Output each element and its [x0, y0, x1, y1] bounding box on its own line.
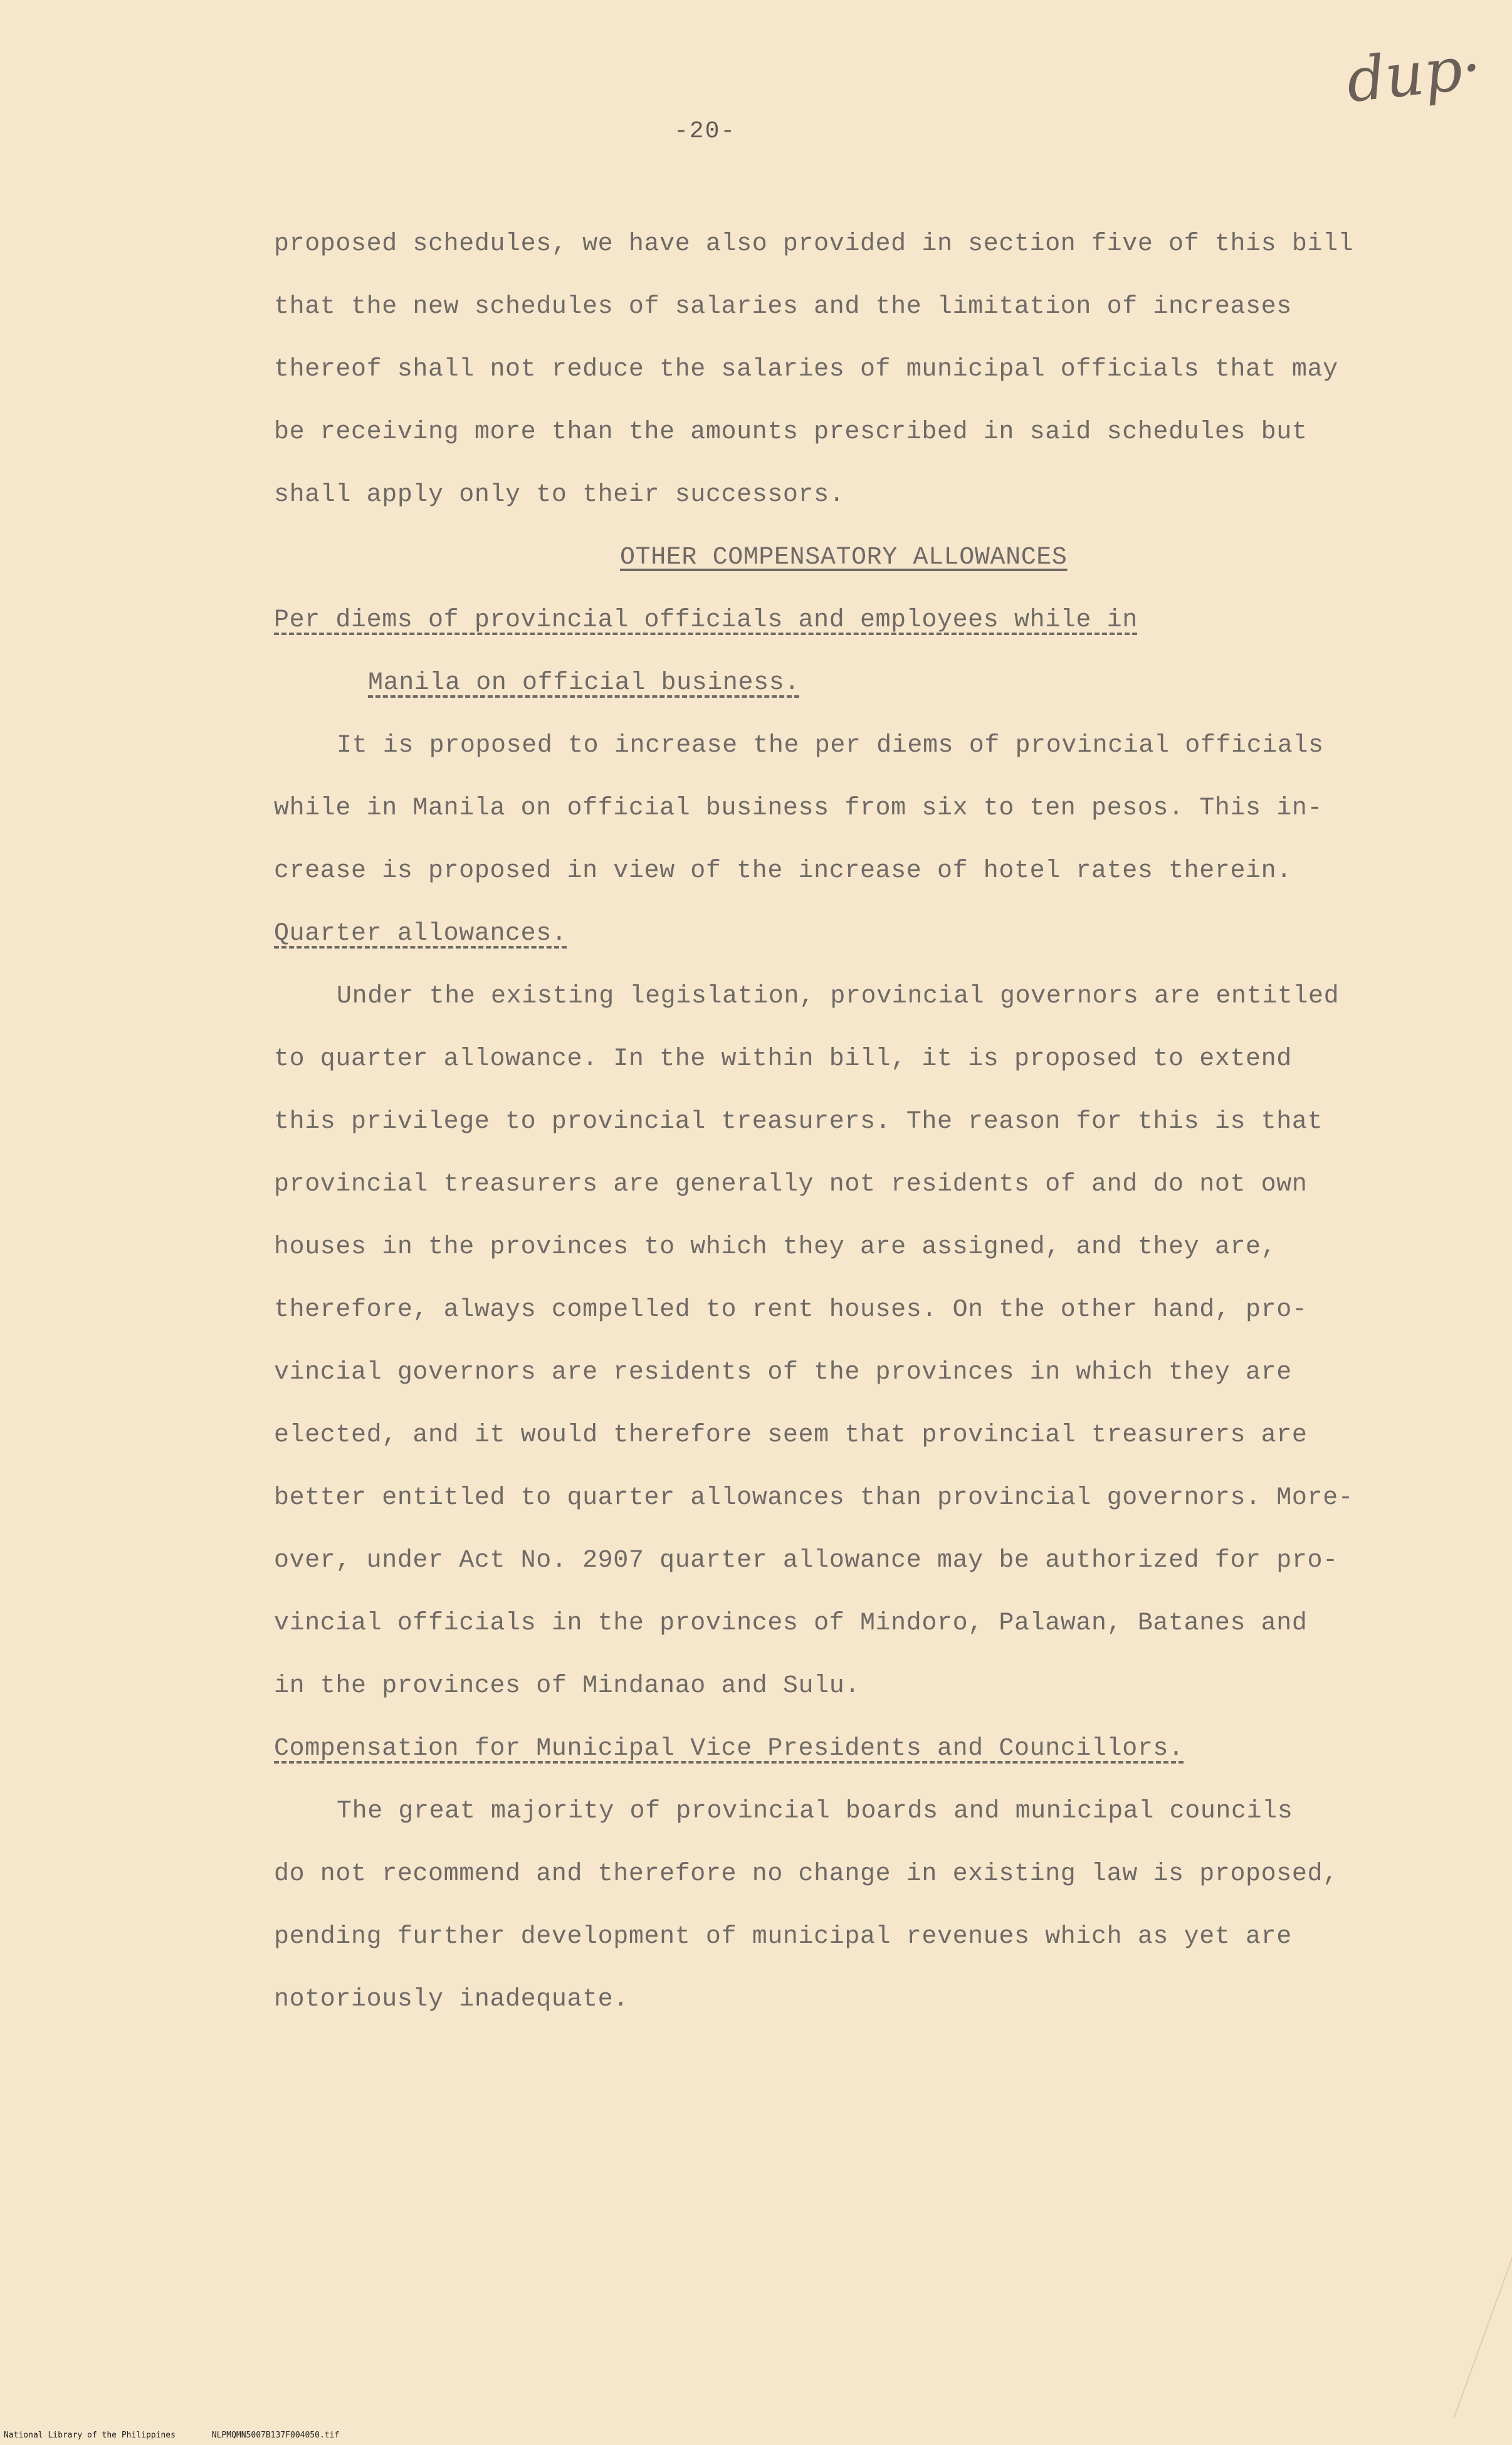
subheading-per-diems: Per diems of provincial officials and employees while in: [274, 606, 1138, 634]
section-heading: OTHER COMPENSATORY ALLOWANCES: [620, 544, 1068, 572]
subheading-compensation: Compensation for Municipal Vice Presidents and Councillors.: [274, 1735, 1184, 1763]
subheading-line: [274, 1718, 1402, 1780]
body-line: It is proposed to increase the per diems of provincial officials: [337, 732, 1324, 760]
footer-file-id: NLPMQMN5007B137F004050.tif: [211, 2431, 340, 2440]
body-line: pending further development of municipal revenues which as yet are: [274, 1923, 1292, 1951]
body-line: over, under Act No. 2907 quarter allowance may be authorized for pro-: [274, 1547, 1338, 1575]
body-line: The great majority of provincial boards and municipal councils: [337, 1797, 1293, 1826]
body-line: vincial officials in the provinces of Mindoro, Palawan, Batanes and: [274, 1609, 1308, 1638]
paper-crease: [1453, 2170, 1512, 2418]
body-line: proposed schedules, we have also provided in section five of this bill: [274, 230, 1354, 258]
body-line: in the provinces of Mindanao and Sulu.: [274, 1672, 860, 1700]
body-line: be receiving more than the amounts prescribed in said schedules but: [274, 418, 1308, 446]
body-line: provincial treasurers are generally not residents of and do not own: [274, 1170, 1308, 1199]
body-line: notoriously inadequate.: [274, 1985, 629, 2014]
body-line: to quarter allowance. In the within bill, it is proposed to extend: [274, 1045, 1292, 1073]
page-number: -20-: [674, 118, 737, 145]
body-line: while in Manila on official business from six to ten pesos. This in-: [274, 794, 1323, 823]
body-line: elected, and it would therefore seem that provincial treasurers are: [274, 1421, 1308, 1449]
body-line: that the new schedules of salaries and the limitation of increases: [274, 293, 1292, 321]
body-line: thereof shall not reduce the salaries of municipal officials that may: [274, 355, 1338, 384]
subheading-line: [274, 652, 1402, 715]
body-line: therefore, always compelled to rent houses. On the other hand, pro-: [274, 1296, 1308, 1324]
document-body: [274, 213, 1402, 2031]
body-line: Under the existing legislation, provincial governors are entitled: [337, 982, 1340, 1011]
footer-library: National Library of the Philippines: [4, 2431, 176, 2440]
handwritten-annotation: dup·: [1343, 32, 1485, 116]
body-line: crease is proposed in view of the increase of hotel rates therein.: [274, 857, 1292, 885]
scan-footer: [4, 2431, 370, 2440]
body-line: better entitled to quarter allowances than provincial governors. More-: [274, 1484, 1354, 1512]
subheading-quarter-allowances: Quarter allowances.: [274, 920, 567, 948]
body-line: vincial governors are residents of the provinces in which they are: [274, 1359, 1292, 1387]
body-line: do not recommend and therefore no change in existing law is proposed,: [274, 1860, 1338, 1888]
body-line: this privilege to provincial treasurers. The reason for this is that: [274, 1108, 1323, 1136]
subheading-per-diems-cont: Manila on official business.: [368, 669, 800, 697]
subheading-line: [274, 589, 1402, 652]
body-line: shall apply only to their successors.: [274, 481, 845, 509]
subheading-line: [274, 903, 1402, 965]
body-line: houses in the provinces to which they are assigned, and they are,: [274, 1233, 1277, 1261]
